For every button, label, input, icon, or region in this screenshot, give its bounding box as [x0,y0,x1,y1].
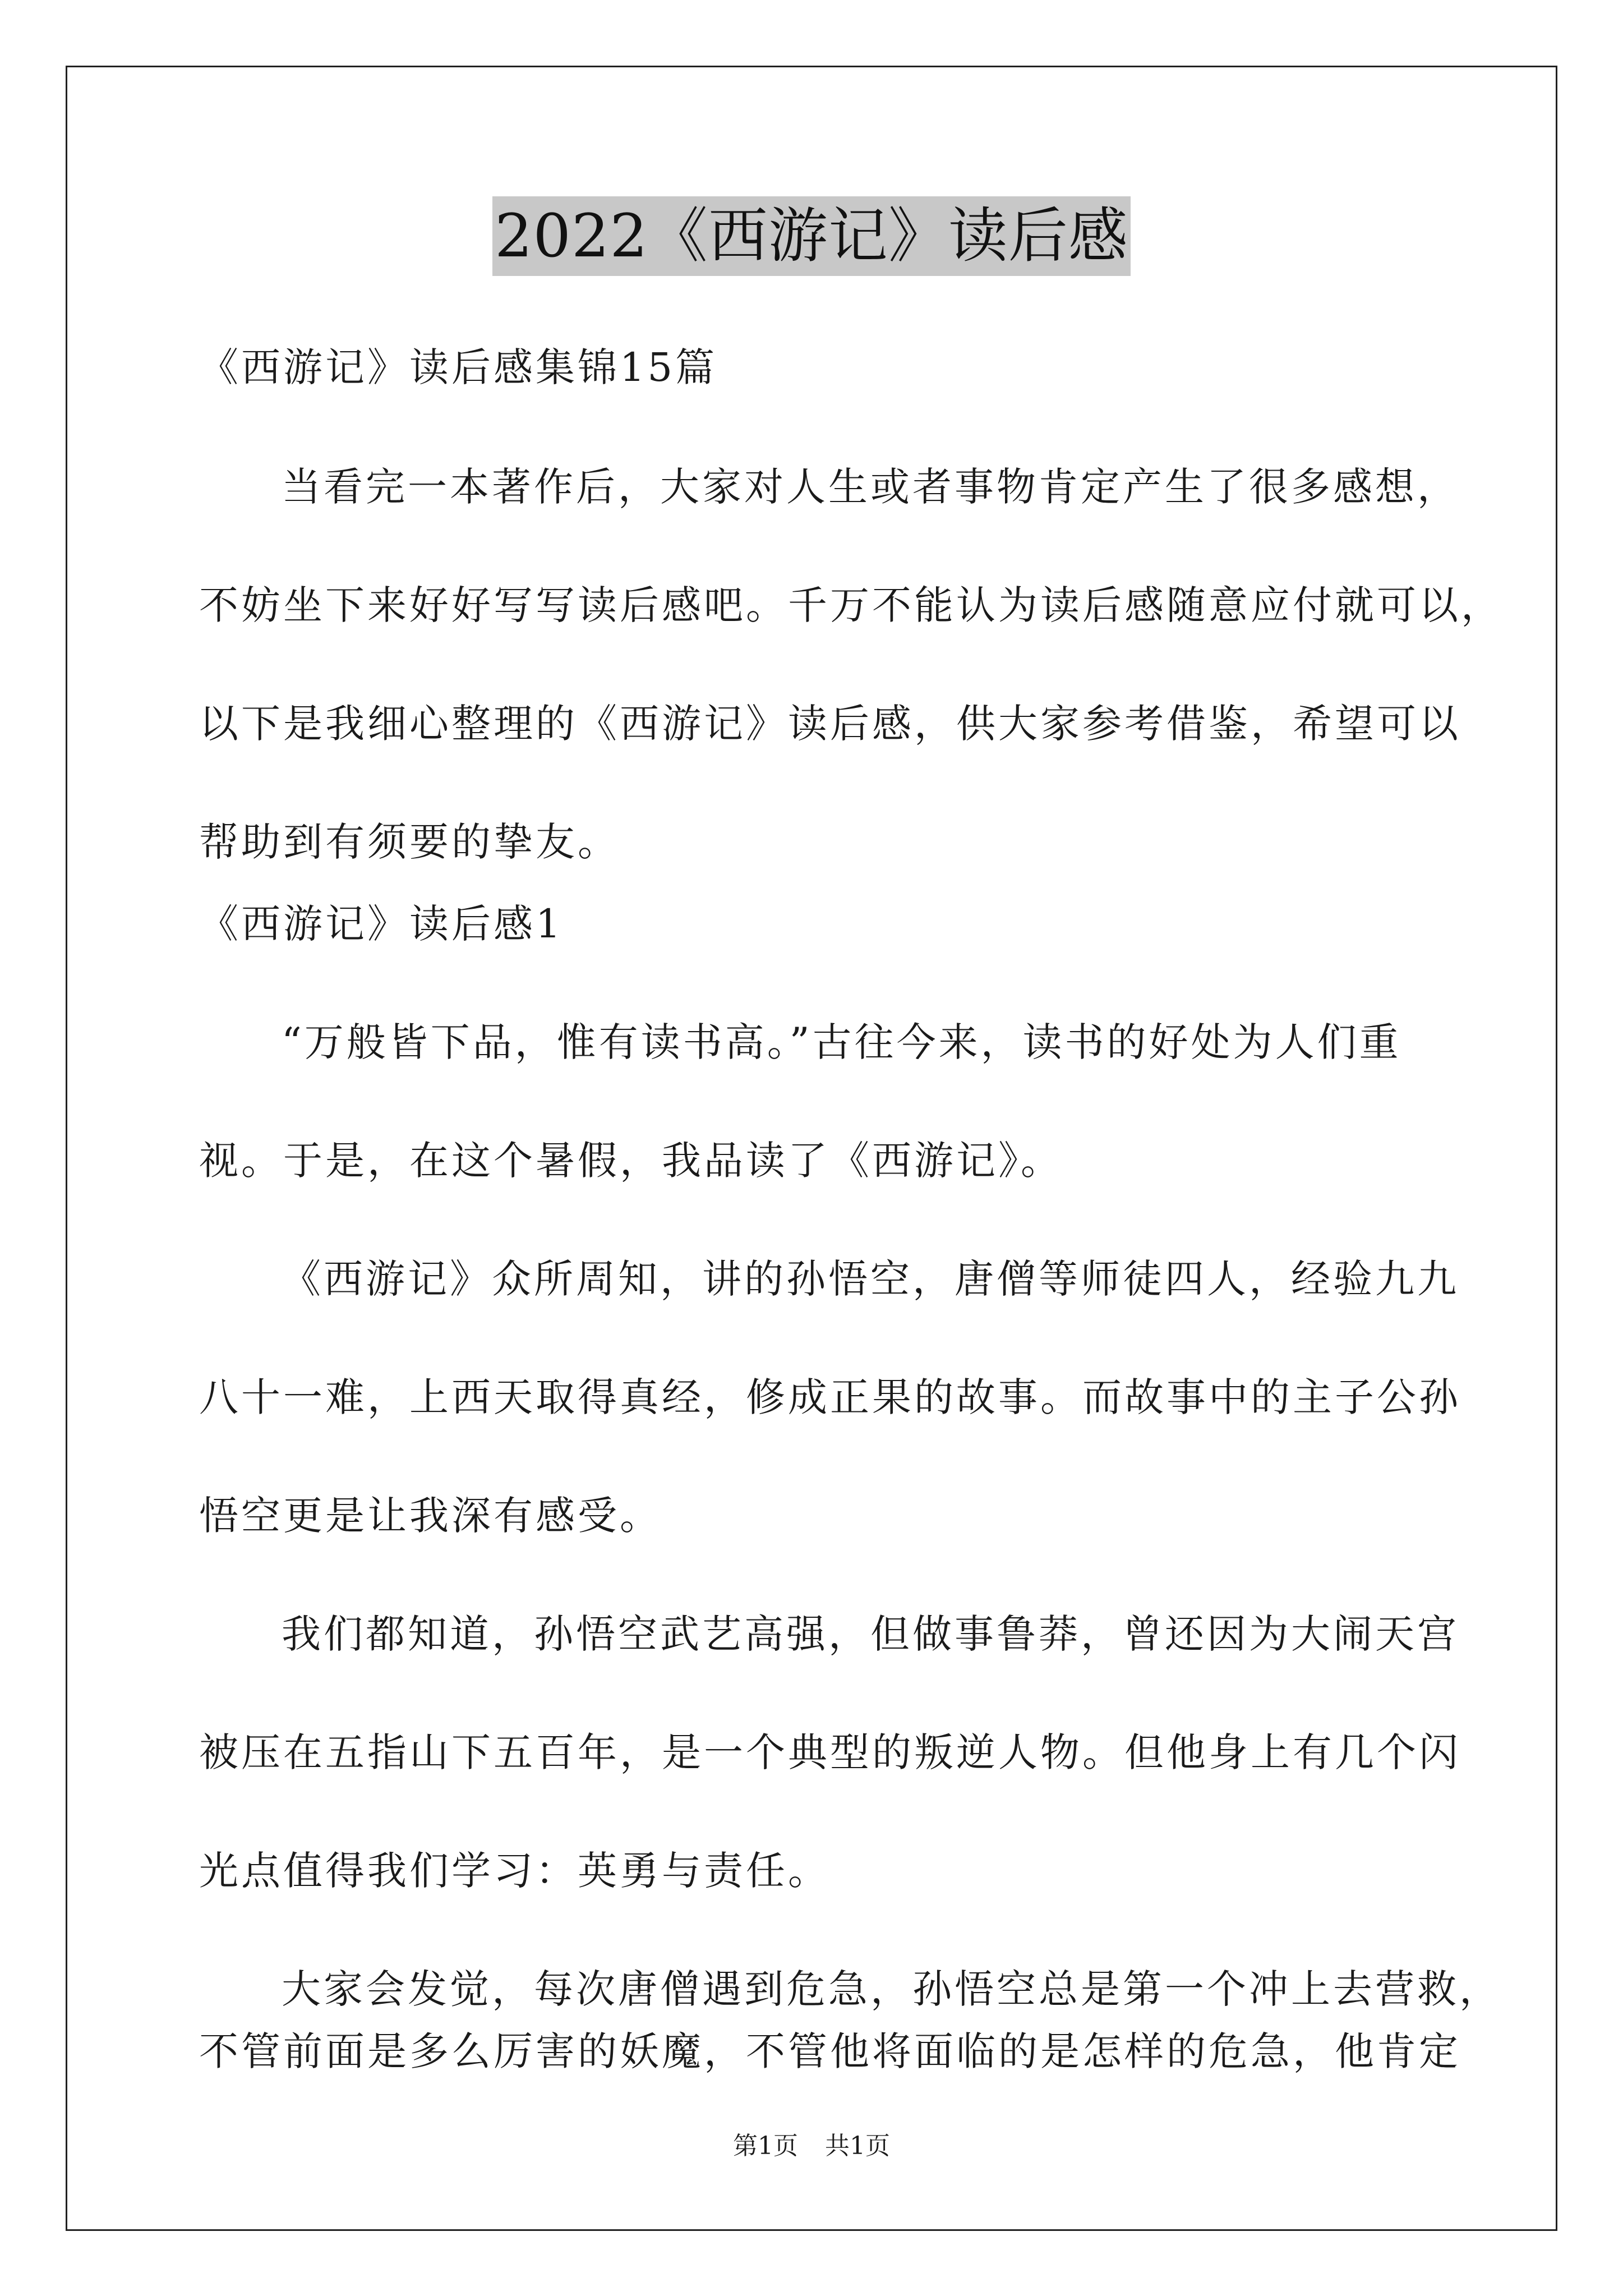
body-line: 不妨坐下来好好写写读后感吧。千万不能认为读后感随意应付就可以， [199,582,1503,628]
body-line: 我们都知道，孙悟空武艺高强，但做事鲁莽，曾还因为大闹天宫 [282,1611,1459,1657]
section-heading: 《西游记》读后感1 [199,901,564,947]
body-line: 视。于是，在这个暑假，我品读了《西游记》。 [199,1138,1063,1184]
body-line: 悟空更是让我深有感受。 [199,1493,662,1539]
page-total: 共1页 [825,2132,890,2160]
body-line: 被压在五指山下五百年，是一个典型的叛逆人物。但他身上有几个闪 [199,1729,1461,1775]
body-line: 当看完一本著作后，大家对人生或者事物肯定产生了很多感想， [282,464,1459,510]
title-wrap [0,196,1623,276]
page-current: 第1页 [733,2132,798,2160]
document-title: 2022《西游记》读后感 [492,196,1131,276]
subtitle-line: 《西游记》读后感集锦15篇 [199,344,718,390]
body-line: 大家会发觉，每次唐僧遇到危急，孙悟空总是第一个冲上去营救， [282,1966,1501,2012]
body-line: “万般皆下品，惟有读书高。”古往今来，读书的好处为人们重 [282,1019,1401,1065]
body-line: 帮助到有须要的挚友。 [199,819,620,865]
body-line: 光点值得我们学习：英勇与责任。 [199,1848,830,1894]
body-line: 八十一难，上西天取得真经，修成正果的故事。而故事中的主子公孙 [199,1374,1461,1420]
page-footer [0,2129,1623,2163]
body-line: 《西游记》众所周知，讲的孙悟空，唐僧等师徒四人，经验九九 [282,1256,1459,1302]
body-line: 不管前面是多么厉害的妖魔，不管他将面临的是怎样的危急，他肯定 [199,2028,1461,2074]
body-line: 以下是我细心整理的《西游记》读后感，供大家参考借鉴，希望可以 [199,701,1461,747]
